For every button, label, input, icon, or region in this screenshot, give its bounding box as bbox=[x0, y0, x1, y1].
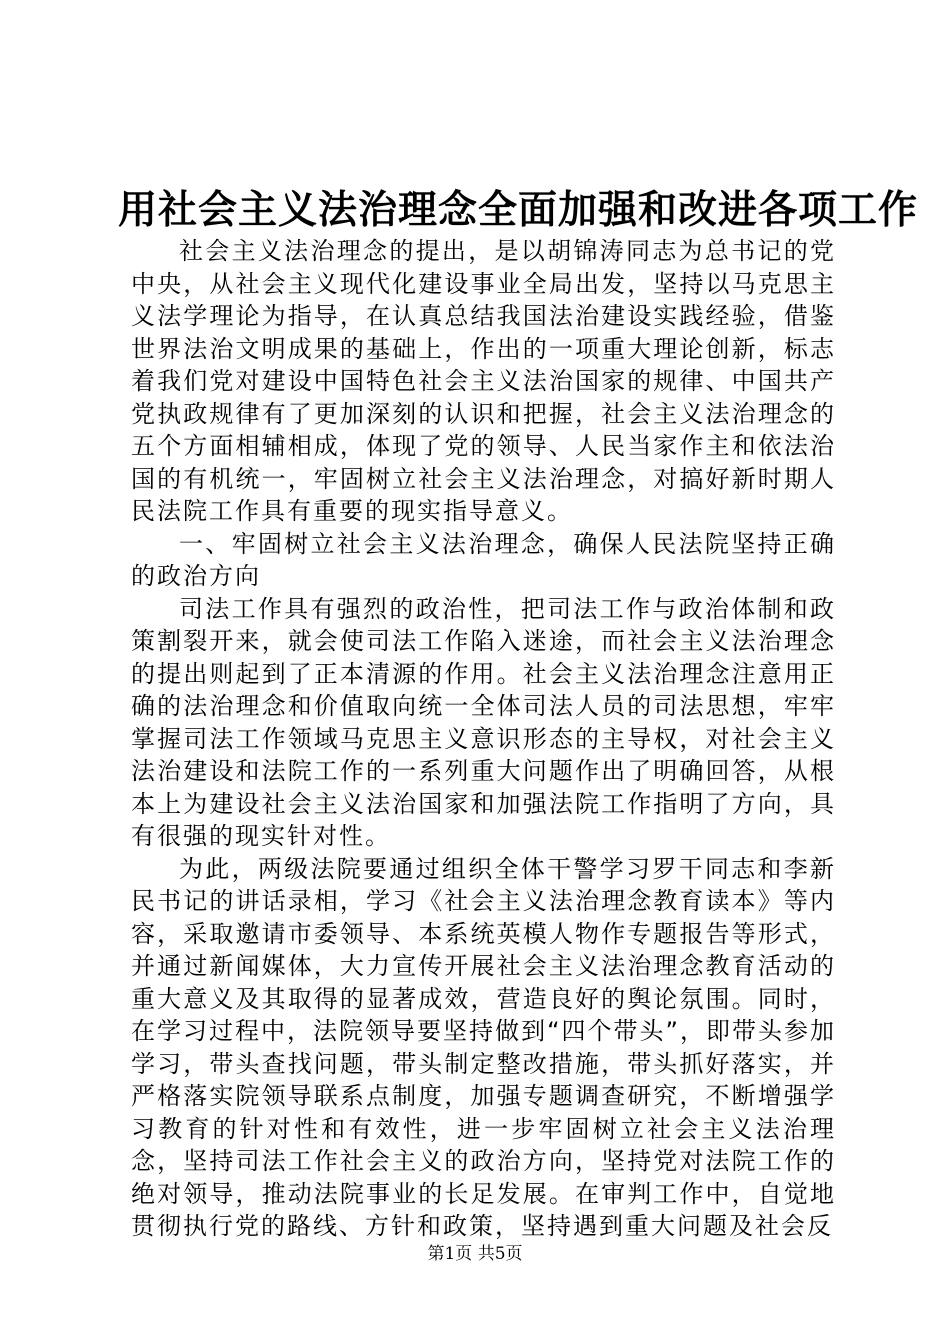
paragraph-measures: 为此，两级法院要通过组织全体干警学习罗干同志和李新民书记的讲话录相，学习《社会主义法治理念教育读本》等内容，采取邀请市委领导、本系统英模人物作专题报告等形式，并通过新闻媒体，大力宣传开展社会主义法治理念教育活动的重大意义及其取得的显著成效，营造良好的舆论氛围。同时，在学习过程中，法院领导要坚持做到“四个带头”，即带头参加学习，带头查找问题，带头制定整改措施，带头抓好落实，并严格落实院领导联系点制度，加强专题调查研究，不断增强学习教育的针对性和有效性，进一步牢固树立社会主义法治理念，坚持司法工作社会主义的政治方向，坚持党对法院工作的绝对领导，推动法院事业的长足发展。在审判工作中，自觉地贯彻执行党的路线、方针和政策，坚持遇到重大问题及社会反 bbox=[131, 854, 836, 1240]
paragraph-intro: 社会主义法治理念的提出，是以胡锦涛同志为总书记的党中央，从社会主义现代化建设事业全局出发，坚持以马克思主义法学理论为指导，在认真总结我国法治建设实践经验，借鉴世界法治文明成果的基础上，作出的一项重大理论创新，标志着我们党对建设中国特色社会主义法治国家的规律、中国共产党执政规律有了更加深刻的认识和把握，社会主义法治理念的五个方面相辅相成，体现了党的领导、人民当家作主和依法治国的有机统一，牢固树立社会主义法治理念，对搞好新时期人民法院工作具有重要的现实指导意义。 bbox=[131, 237, 836, 525]
section-heading-1: 一、牢固树立社会主义法治理念，确保人民法院坚持正确的政治方向 bbox=[131, 529, 836, 590]
document-title: 用社会主义法治理念全面加强和改进各项工作 bbox=[118, 187, 919, 233]
paragraph-political-nature: 司法工作具有强烈的政治性，把司法工作与政治体制和政策割裂开来，就会使司法工作陷入迷途，而社会主义法治理念的提出则起到了正本清源的作用。社会主义法治理念注意用正确的法治理念和价值取向统一全体司法人员的司法思想，牢牢掌握司法工作领域马克思主义意识形态的主导权，对社会主义法治建设和法院工作的一系列重大问题作出了明确回答，从根本上为建设社会主义法治国家和加强法院工作指明了方向，具有很强的现实针对性。 bbox=[131, 594, 836, 850]
page-number: 第1页 共5页 bbox=[427, 1244, 523, 1264]
document-body bbox=[131, 235, 836, 1243]
